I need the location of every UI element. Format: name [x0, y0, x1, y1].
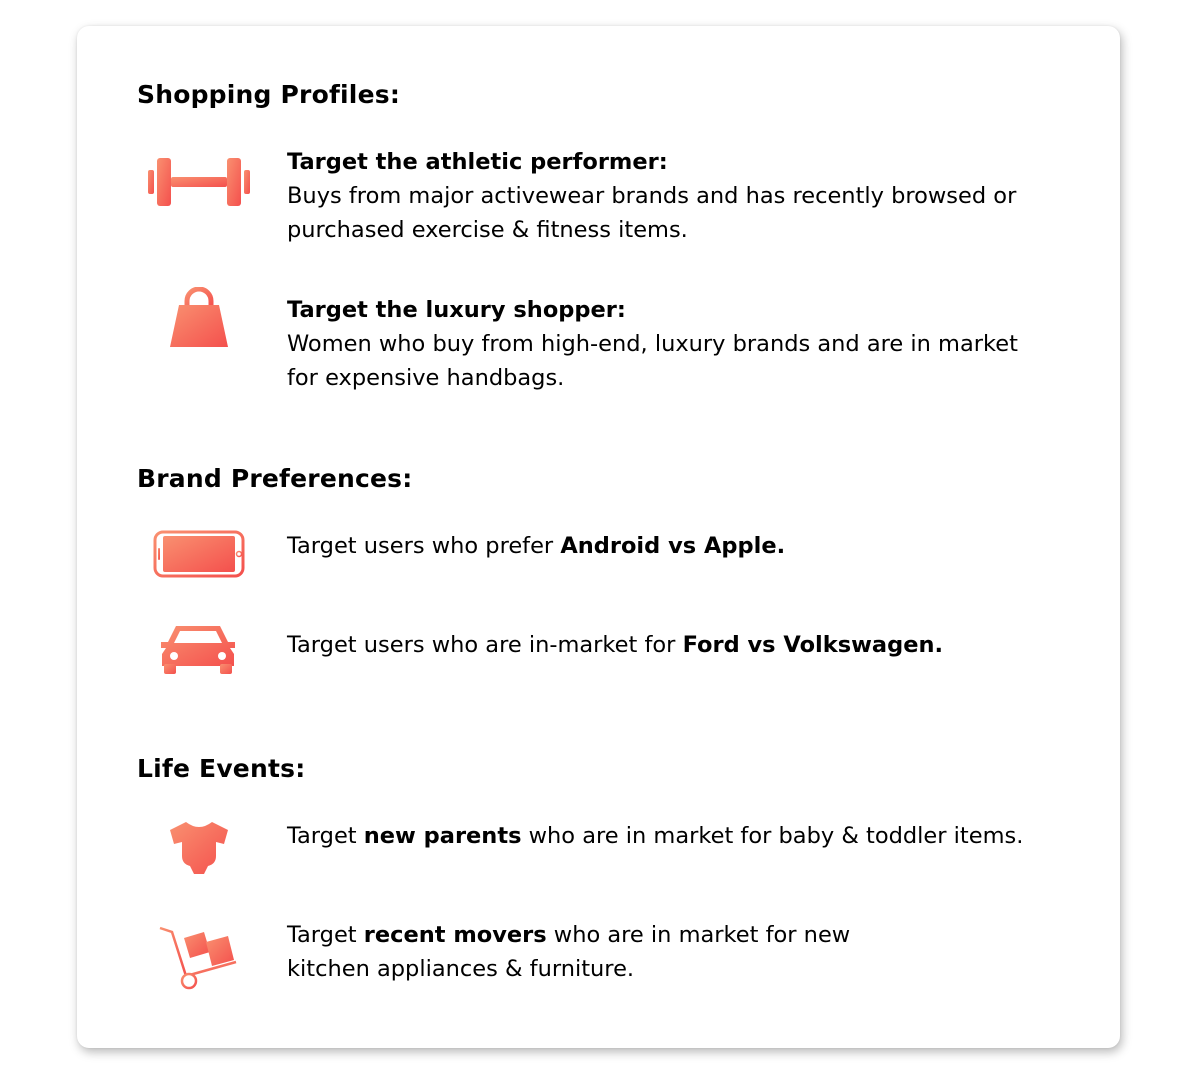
phone-bold: Android vs Apple.: [560, 533, 786, 559]
new-parents-text: [287, 819, 1047, 853]
section-title-life-events: Life Events:: [137, 754, 306, 783]
movers-prefix: Target: [287, 922, 364, 948]
luxury-heading: Target the luxury shopper:: [287, 297, 626, 323]
phone-prefix: Target users who prefer: [287, 533, 561, 559]
movers-suffix: who are in market for new kitchen appliances & furniture.: [287, 922, 851, 982]
movers-bold: recent movers: [363, 922, 547, 948]
recent-movers-text: [287, 918, 927, 986]
parents-prefix: Target: [287, 823, 364, 849]
luxury-body: Women who buy from high-end, luxury brands and are in market for expensive handbags.: [287, 331, 1018, 391]
section-title-shopping-profiles: Shopping Profiles:: [137, 80, 401, 109]
phone-preference-text: [287, 529, 1047, 563]
athletic-body: Buys from major activewear brands and has recently browsed or purchased exercise & fitness items.: [287, 183, 1017, 243]
baby-onesie-icon: [168, 820, 230, 876]
shopping-bag-icon: [167, 287, 231, 351]
parents-suffix: who are in market for baby & toddler items.: [521, 823, 1024, 849]
parents-bold: new parents: [363, 823, 522, 849]
smartphone-icon: [153, 530, 245, 578]
athletic-heading: Target the athletic performer:: [287, 149, 668, 175]
hand-truck-icon: [158, 924, 242, 992]
athletic-performer-text: [287, 145, 1047, 247]
car-bold: Ford vs Volkswagen.: [682, 632, 944, 658]
section-title-brand-preferences: Brand Preferences:: [137, 464, 413, 493]
car-preference-text: [287, 628, 1047, 662]
dumbbell-icon: [146, 156, 252, 208]
car-prefix: Target users who are in-market for: [287, 632, 683, 658]
car-icon: [158, 620, 238, 676]
luxury-shopper-text: [287, 293, 1047, 395]
